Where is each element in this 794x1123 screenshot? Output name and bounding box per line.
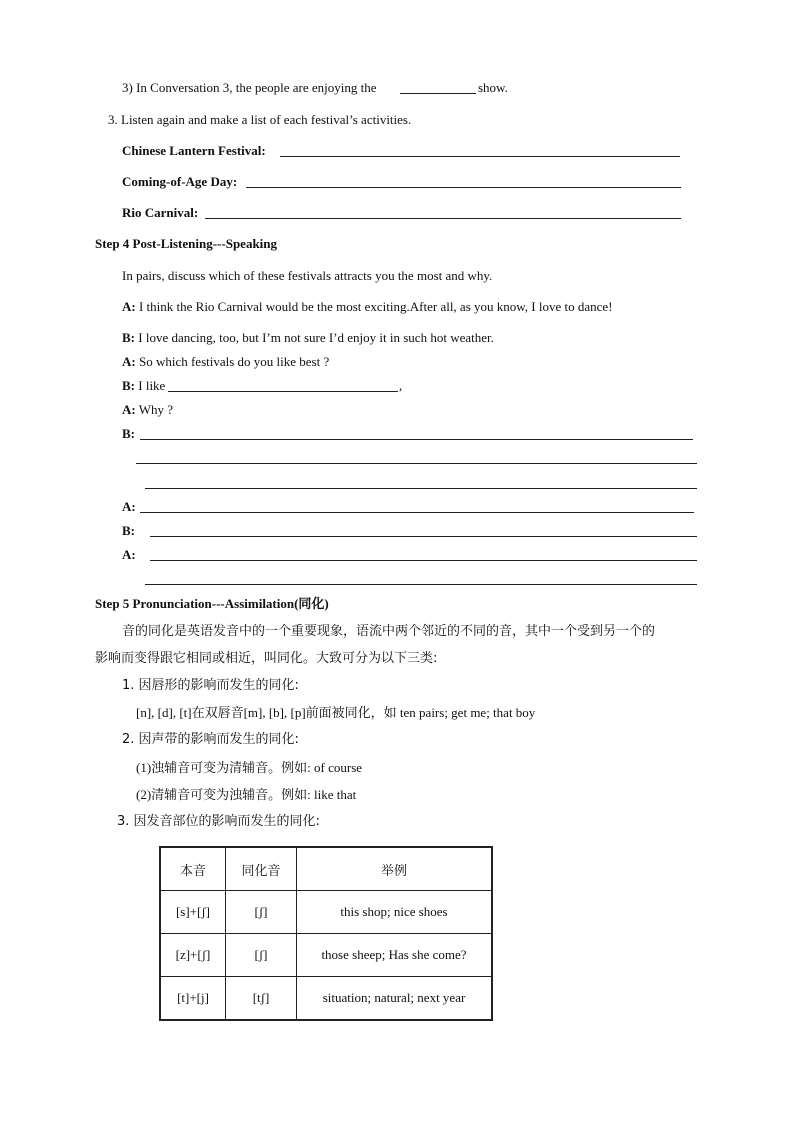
dialogue-line-2 xyxy=(122,330,494,346)
question-3-prefix: 3) In Conversation 3, the people are enjoying the xyxy=(122,80,377,95)
task-3-instruction: 3. Listen again and make a list of each festival’s activities. xyxy=(108,112,412,127)
table-cell: situation; natural; next year xyxy=(297,977,493,1021)
assimilation-type-2: 2. 因声带的影响而发生的同化: xyxy=(122,732,299,747)
festival-label-coming-of-age: Coming-of-Age Day: xyxy=(122,174,238,189)
assimilation-type-1: 1. 因唇形的影响而发生的同化: xyxy=(122,678,299,693)
festival-label-rio: Rio Carnival: xyxy=(122,205,199,220)
answer-blank[interactable] xyxy=(150,560,697,561)
answer-blank[interactable] xyxy=(140,512,694,513)
assimilation-table xyxy=(159,846,493,1021)
dialogue-text: Why ? xyxy=(138,402,174,417)
table-header-cell: 同化音 xyxy=(226,847,297,891)
table-row xyxy=(160,977,492,1021)
speaker-label: A: xyxy=(122,354,136,369)
speaker-label: B: xyxy=(122,523,135,538)
step4-intro: In pairs, discuss which of these festivals attracts you the most and why. xyxy=(122,268,493,283)
assimilation-type-1-example: [n], [d], [t]在双唇音[m], [b], [p]前面被同化，如 ten pairs; get me; that boy xyxy=(136,705,536,720)
table-cell: [ʃ] xyxy=(226,891,297,934)
table-cell: this shop; nice shoes xyxy=(297,891,493,934)
table-cell: those sheep; Has she come? xyxy=(297,934,493,977)
table-cell: [tʃ] xyxy=(226,977,297,1021)
step5-intro-line1: 音的同化是英语发音中的一个重要现象，语流中两个邻近的不同的音，其中一个受到另一个的 xyxy=(122,624,656,639)
assimilation-type-2a: (1)浊辅音可变为清辅音。例如: of course xyxy=(136,760,363,775)
answer-blank[interactable] xyxy=(140,439,693,440)
answer-blank[interactable] xyxy=(136,463,697,464)
speaker-label: A: xyxy=(122,547,136,562)
answer-blank[interactable] xyxy=(150,536,697,537)
table-cell: [ʃ] xyxy=(226,934,297,977)
assimilation-type-2b: (2)清辅音可变为浊辅音。例如: like that xyxy=(136,787,357,802)
answer-blank[interactable] xyxy=(246,187,681,188)
table-header-row xyxy=(160,847,492,891)
speaker-label: A: xyxy=(122,402,136,417)
answer-blank[interactable] xyxy=(205,218,681,219)
table-row xyxy=(160,934,492,977)
dialogue-line-4 xyxy=(122,378,165,394)
dialogue-text: So which festivals do you like best ? xyxy=(138,354,330,369)
dialogue-line-5 xyxy=(122,402,173,418)
step5-intro-line2: 影响而变得跟它相同或相近，叫同化。大致可分为以下三类: xyxy=(95,651,438,666)
table-header-cell: 本音 xyxy=(160,847,226,891)
speaker-label: A: xyxy=(122,499,136,514)
table-header-cell: 举例 xyxy=(297,847,493,891)
dialogue-text: I think the Rio Carnival would be the most exciting.After all, as you know, I love to dance! xyxy=(138,299,613,314)
speaker-label: A: xyxy=(122,299,136,314)
speaker-label: B: xyxy=(122,330,135,345)
table-cell: [s]+[ʃ] xyxy=(160,891,226,934)
answer-blank[interactable] xyxy=(145,584,697,585)
table-cell: [z]+[ʃ] xyxy=(160,934,226,977)
answer-blank[interactable] xyxy=(145,488,697,489)
table-row xyxy=(160,891,492,934)
table-cell: [t]+[j] xyxy=(160,977,226,1021)
speaker-label: B: xyxy=(122,378,135,393)
assimilation-type-3: 3. 因发音部位的影响而发生的同化: xyxy=(117,814,320,829)
question-3-suffix: show. xyxy=(478,80,508,95)
step4-heading: Step 4 Post-Listening---Speaking xyxy=(95,236,278,251)
festival-label-lantern: Chinese Lantern Festival: xyxy=(122,143,266,158)
step5-heading: Step 5 Pronunciation---Assimilation(同化) xyxy=(95,596,329,611)
answer-blank[interactable] xyxy=(400,93,476,94)
dialogue-text: I like xyxy=(138,378,166,393)
answer-blank[interactable] xyxy=(280,156,680,157)
speaker-label: B: xyxy=(122,426,135,441)
answer-blank[interactable] xyxy=(168,391,398,392)
dialogue-line-3 xyxy=(122,354,329,370)
comma: , xyxy=(399,378,403,393)
dialogue-line-1 xyxy=(122,299,613,315)
dialogue-text: I love dancing, too, but I’m not sure I’d enjoy it in such hot weather. xyxy=(138,330,494,345)
